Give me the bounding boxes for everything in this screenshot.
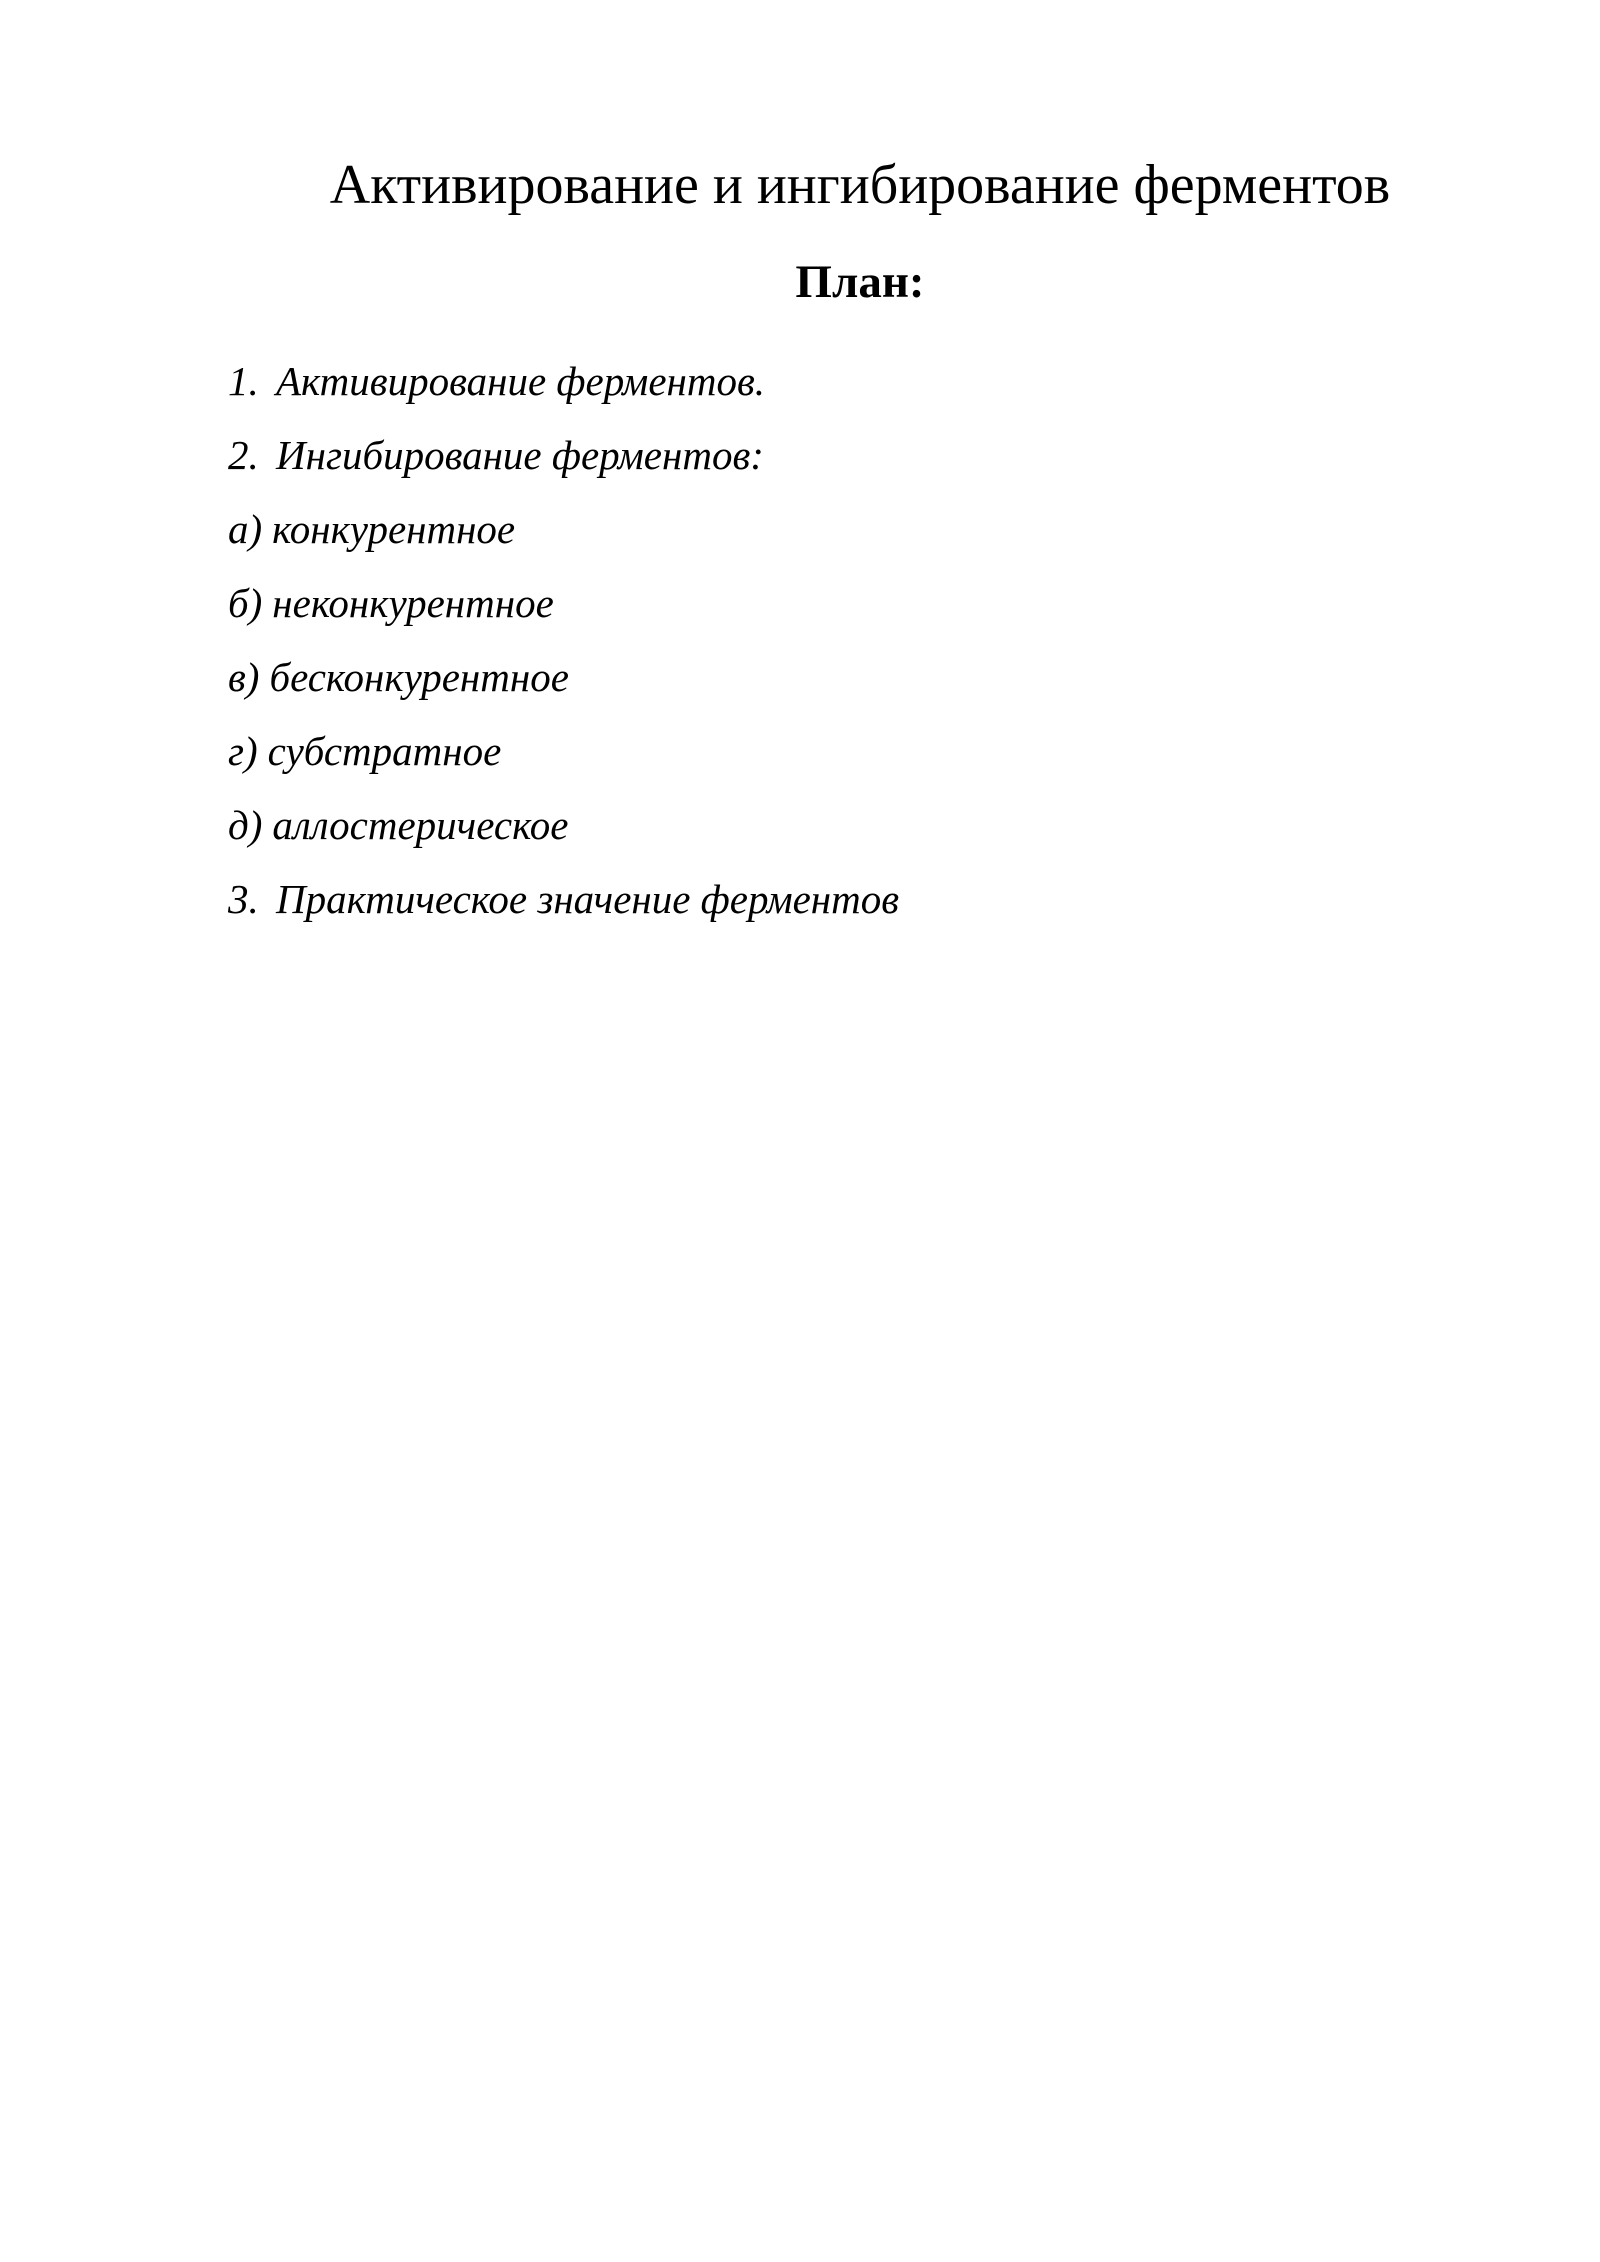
document-title: Активирование и ингибирование ферментов	[329, 154, 1391, 216]
plan-item	[228, 418, 899, 492]
plan-list	[228, 344, 899, 936]
plan-subitem-text: бесконкурентное	[269, 654, 569, 700]
plan-subitem-letter: а)	[228, 506, 263, 552]
plan-item-text: Активирование ферментов.	[276, 358, 766, 404]
plan-subitem-text: неконкурентное	[272, 580, 554, 626]
plan-item	[228, 344, 899, 418]
plan-subitem	[228, 788, 899, 862]
plan-subitem	[228, 492, 899, 566]
plan-subitem	[228, 714, 899, 788]
plan-subitem-letter: б)	[228, 580, 263, 626]
plan-item-text: Практическое значение ферментов	[276, 876, 900, 922]
plan-subitem-letter: в)	[228, 654, 260, 700]
plan-subitem-letter: д)	[228, 802, 263, 848]
plan-subitem-text: аллостерическое	[272, 802, 569, 848]
plan-subitem-text: субстратное	[267, 728, 502, 774]
plan-item	[228, 862, 899, 936]
plan-subitem-letter: г)	[228, 728, 258, 774]
plan-subitem	[228, 640, 899, 714]
plan-item-number: 1.	[228, 358, 259, 404]
plan-heading: План:	[795, 256, 925, 308]
plan-subitem-text: конкурентное	[272, 506, 516, 552]
plan-item-number: 3.	[228, 876, 259, 922]
plan-subitem	[228, 566, 899, 640]
plan-item-number: 2.	[228, 432, 259, 478]
plan-item-text: Ингибирование ферментов:	[276, 432, 764, 478]
